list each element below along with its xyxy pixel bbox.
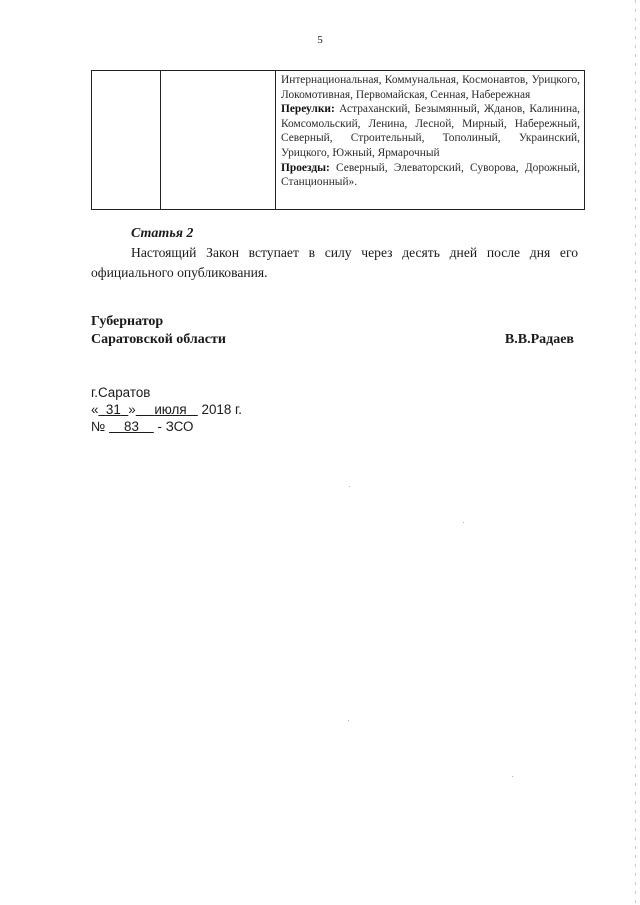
passages-text: Северный, Элеваторский, Суворова, Дорожный, Станционный». bbox=[281, 161, 580, 189]
lanes-label: Переулки: bbox=[281, 103, 335, 116]
page-number: 5 bbox=[317, 34, 323, 46]
article-body: Настоящий Закон вступает в силу через десять дней после дня его официального опубликования. bbox=[91, 245, 578, 280]
sign-number bbox=[91, 418, 242, 435]
streets-list bbox=[281, 73, 580, 190]
scan-edge-artifact bbox=[635, 0, 636, 905]
date-close-quote: » bbox=[128, 402, 136, 417]
governor-name: В.В.Радаев bbox=[504, 332, 574, 347]
table-cell-number bbox=[92, 71, 161, 210]
date-open-quote: « bbox=[91, 402, 99, 417]
governor-region: Саратовской области bbox=[91, 332, 226, 347]
streets-table bbox=[91, 70, 585, 210]
date-year: 2018 г. bbox=[201, 402, 243, 417]
scan-speck bbox=[463, 522, 464, 523]
date-day: 31 bbox=[105, 402, 121, 417]
sign-date bbox=[91, 401, 242, 418]
table-cell-settlement bbox=[161, 71, 276, 210]
lanes-text: Астраханский, Безымянный, Жданов, Калинина, Комсомольский, Ленина, Лесной, Мирный, Набережный, Северный, Строительный, Тополиный, Украинский, Урицкого, Южный, Ярмарочный bbox=[281, 103, 580, 159]
governor-title: Губернатор bbox=[91, 314, 164, 329]
table-row bbox=[92, 71, 585, 210]
table-cell-streets bbox=[276, 71, 585, 210]
article-heading: Статья 2 bbox=[131, 226, 194, 241]
scan-speck bbox=[348, 720, 349, 721]
number-prefix: № bbox=[91, 419, 106, 434]
date-month: июля bbox=[154, 402, 187, 417]
law-number: 83 bbox=[124, 419, 139, 434]
streets-tail-text: Интернациональная, Коммунальная, Космонавтов, Урицкого, Локомотивная, Первомайская, Сенная, Набережная bbox=[281, 74, 580, 101]
passages-label: Проезды: bbox=[281, 161, 330, 174]
number-suffix: - ЗСО bbox=[157, 419, 194, 434]
scan-speck bbox=[349, 486, 350, 487]
sign-block bbox=[91, 384, 242, 435]
sign-city: г.Саратов bbox=[91, 385, 151, 400]
scan-speck bbox=[512, 776, 513, 777]
